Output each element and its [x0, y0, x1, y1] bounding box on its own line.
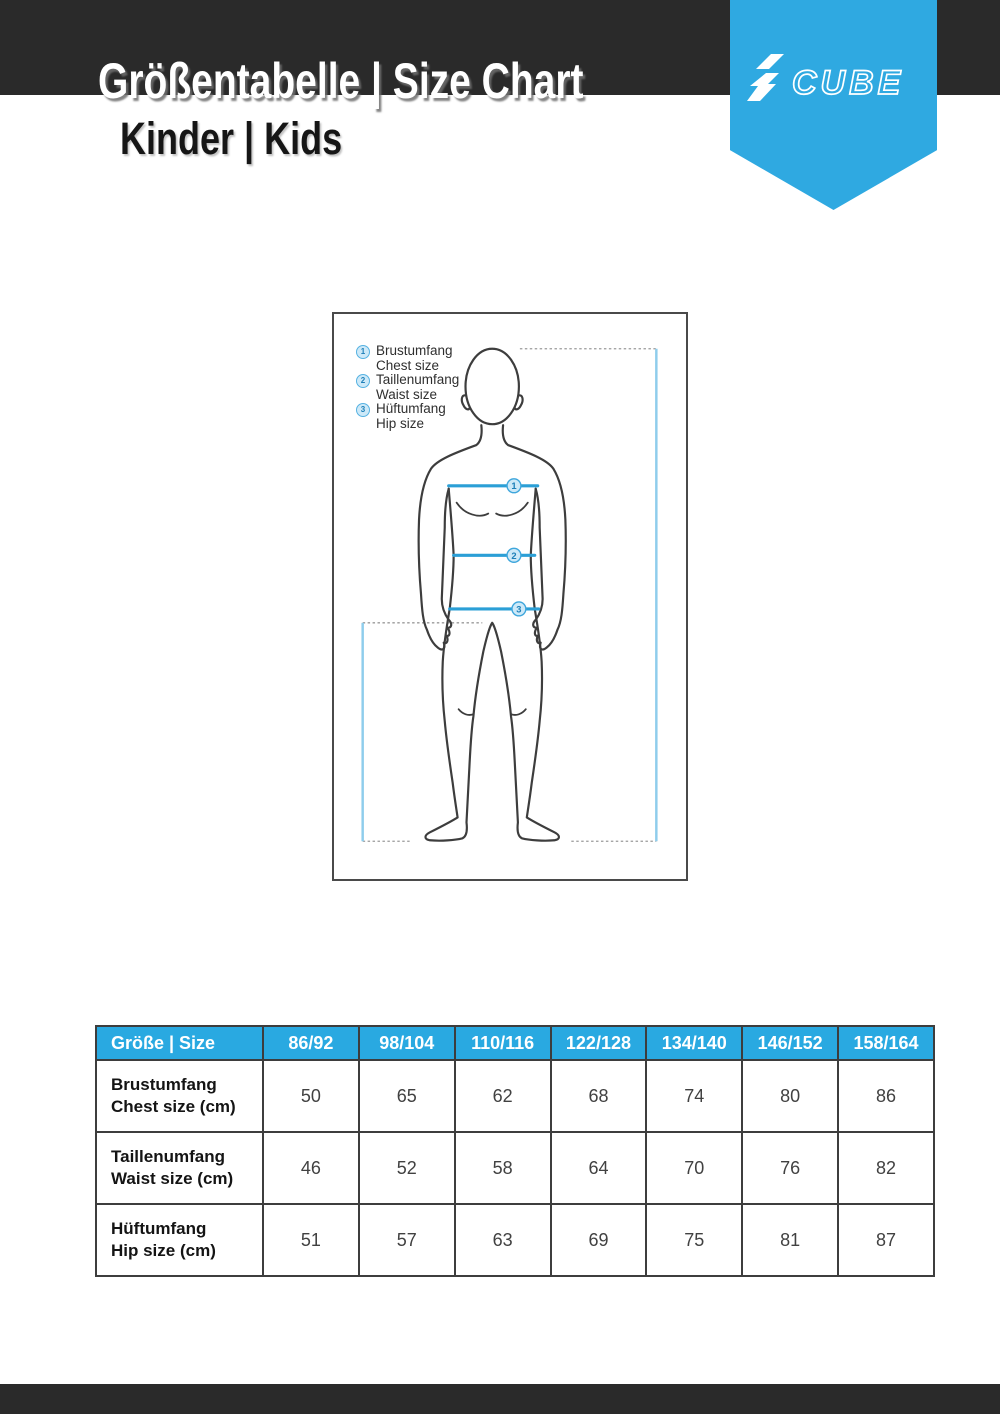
- brand-ribbon: [730, 0, 937, 210]
- legend-waist-de: Taillenumfang: [376, 372, 460, 387]
- cell-hip-4: 75: [646, 1204, 742, 1276]
- cell-hip-2: 63: [455, 1204, 551, 1276]
- legend-item-hip: [356, 402, 459, 431]
- cube-logo-mark: [747, 54, 784, 101]
- cell-waist-5: 76: [742, 1132, 838, 1204]
- waist-marker-label: 2: [511, 549, 517, 561]
- legend-hip-de: Hüftumfang: [376, 401, 446, 416]
- table-row-waist: [96, 1132, 934, 1204]
- cube-logo-text: CUBE: [792, 64, 905, 102]
- cell-chest-6: 86: [838, 1060, 934, 1132]
- legend-item-waist: [356, 373, 459, 402]
- cell-chest-0: 50: [263, 1060, 359, 1132]
- hip-marker-label: 3: [516, 603, 522, 615]
- measurement-badges: [507, 479, 526, 616]
- legend-badge-2: 2: [356, 374, 370, 388]
- legend-hip-en: Hip size: [376, 415, 425, 431]
- cell-hip-6: 87: [838, 1204, 934, 1276]
- legend-waist-en: Waist size: [376, 386, 438, 402]
- col-header-110-116: 110/116: [455, 1026, 551, 1060]
- row-label-chest: Brustumfang Chest size (cm): [96, 1060, 263, 1132]
- measurement-diagram: [332, 312, 688, 881]
- row-label-hip: Hüftumfang Hip size (cm): [96, 1204, 263, 1276]
- page-subtitle: Kinder | Kids: [120, 113, 343, 164]
- legend-badge-3: 3: [356, 403, 370, 417]
- size-table-header-row: [96, 1026, 934, 1060]
- legend-item-chest: [356, 344, 459, 373]
- cell-waist-4: 70: [646, 1132, 742, 1204]
- legend-badge-1: 1: [356, 345, 370, 359]
- cell-chest-1: 65: [359, 1060, 455, 1132]
- cell-waist-6: 82: [838, 1132, 934, 1204]
- page-title: Größentabelle | Size Chart: [98, 53, 584, 109]
- table-row-hip: [96, 1204, 934, 1276]
- measurement-lines: [449, 486, 539, 609]
- cell-chest-3: 68: [551, 1060, 647, 1132]
- cell-waist-1: 52: [359, 1132, 455, 1204]
- table-row-chest: [96, 1060, 934, 1132]
- cell-hip-0: 51: [263, 1204, 359, 1276]
- cell-waist-3: 64: [551, 1132, 647, 1204]
- cube-logo: [746, 52, 922, 112]
- cell-hip-3: 69: [551, 1204, 647, 1276]
- footer-bar: [0, 1384, 1000, 1414]
- measurement-legend: [356, 344, 459, 431]
- cell-chest-2: 62: [455, 1060, 551, 1132]
- legend-chest-en: Chest size: [376, 357, 440, 373]
- row-label-waist: Taillenumfang Waist size (cm): [96, 1132, 263, 1204]
- cell-hip-1: 57: [359, 1204, 455, 1276]
- cell-waist-2: 58: [455, 1132, 551, 1204]
- col-header-122-128: 122/128: [551, 1026, 647, 1060]
- cell-chest-4: 74: [646, 1060, 742, 1132]
- col-header-134-140: 134/140: [646, 1026, 742, 1060]
- cell-waist-0: 46: [263, 1132, 359, 1204]
- col-header-98-104: 98/104: [359, 1026, 455, 1060]
- chest-marker-label: 1: [511, 480, 517, 492]
- col-header-size: Größe | Size: [96, 1026, 263, 1060]
- col-header-158-164: 158/164: [838, 1026, 934, 1060]
- cell-chest-5: 80: [742, 1060, 838, 1132]
- size-table: [95, 1025, 935, 1277]
- col-header-86-92: 86/92: [263, 1026, 359, 1060]
- cell-hip-5: 81: [742, 1204, 838, 1276]
- legend-chest-de: Brustumfang: [376, 343, 453, 358]
- col-header-146-152: 146/152: [742, 1026, 838, 1060]
